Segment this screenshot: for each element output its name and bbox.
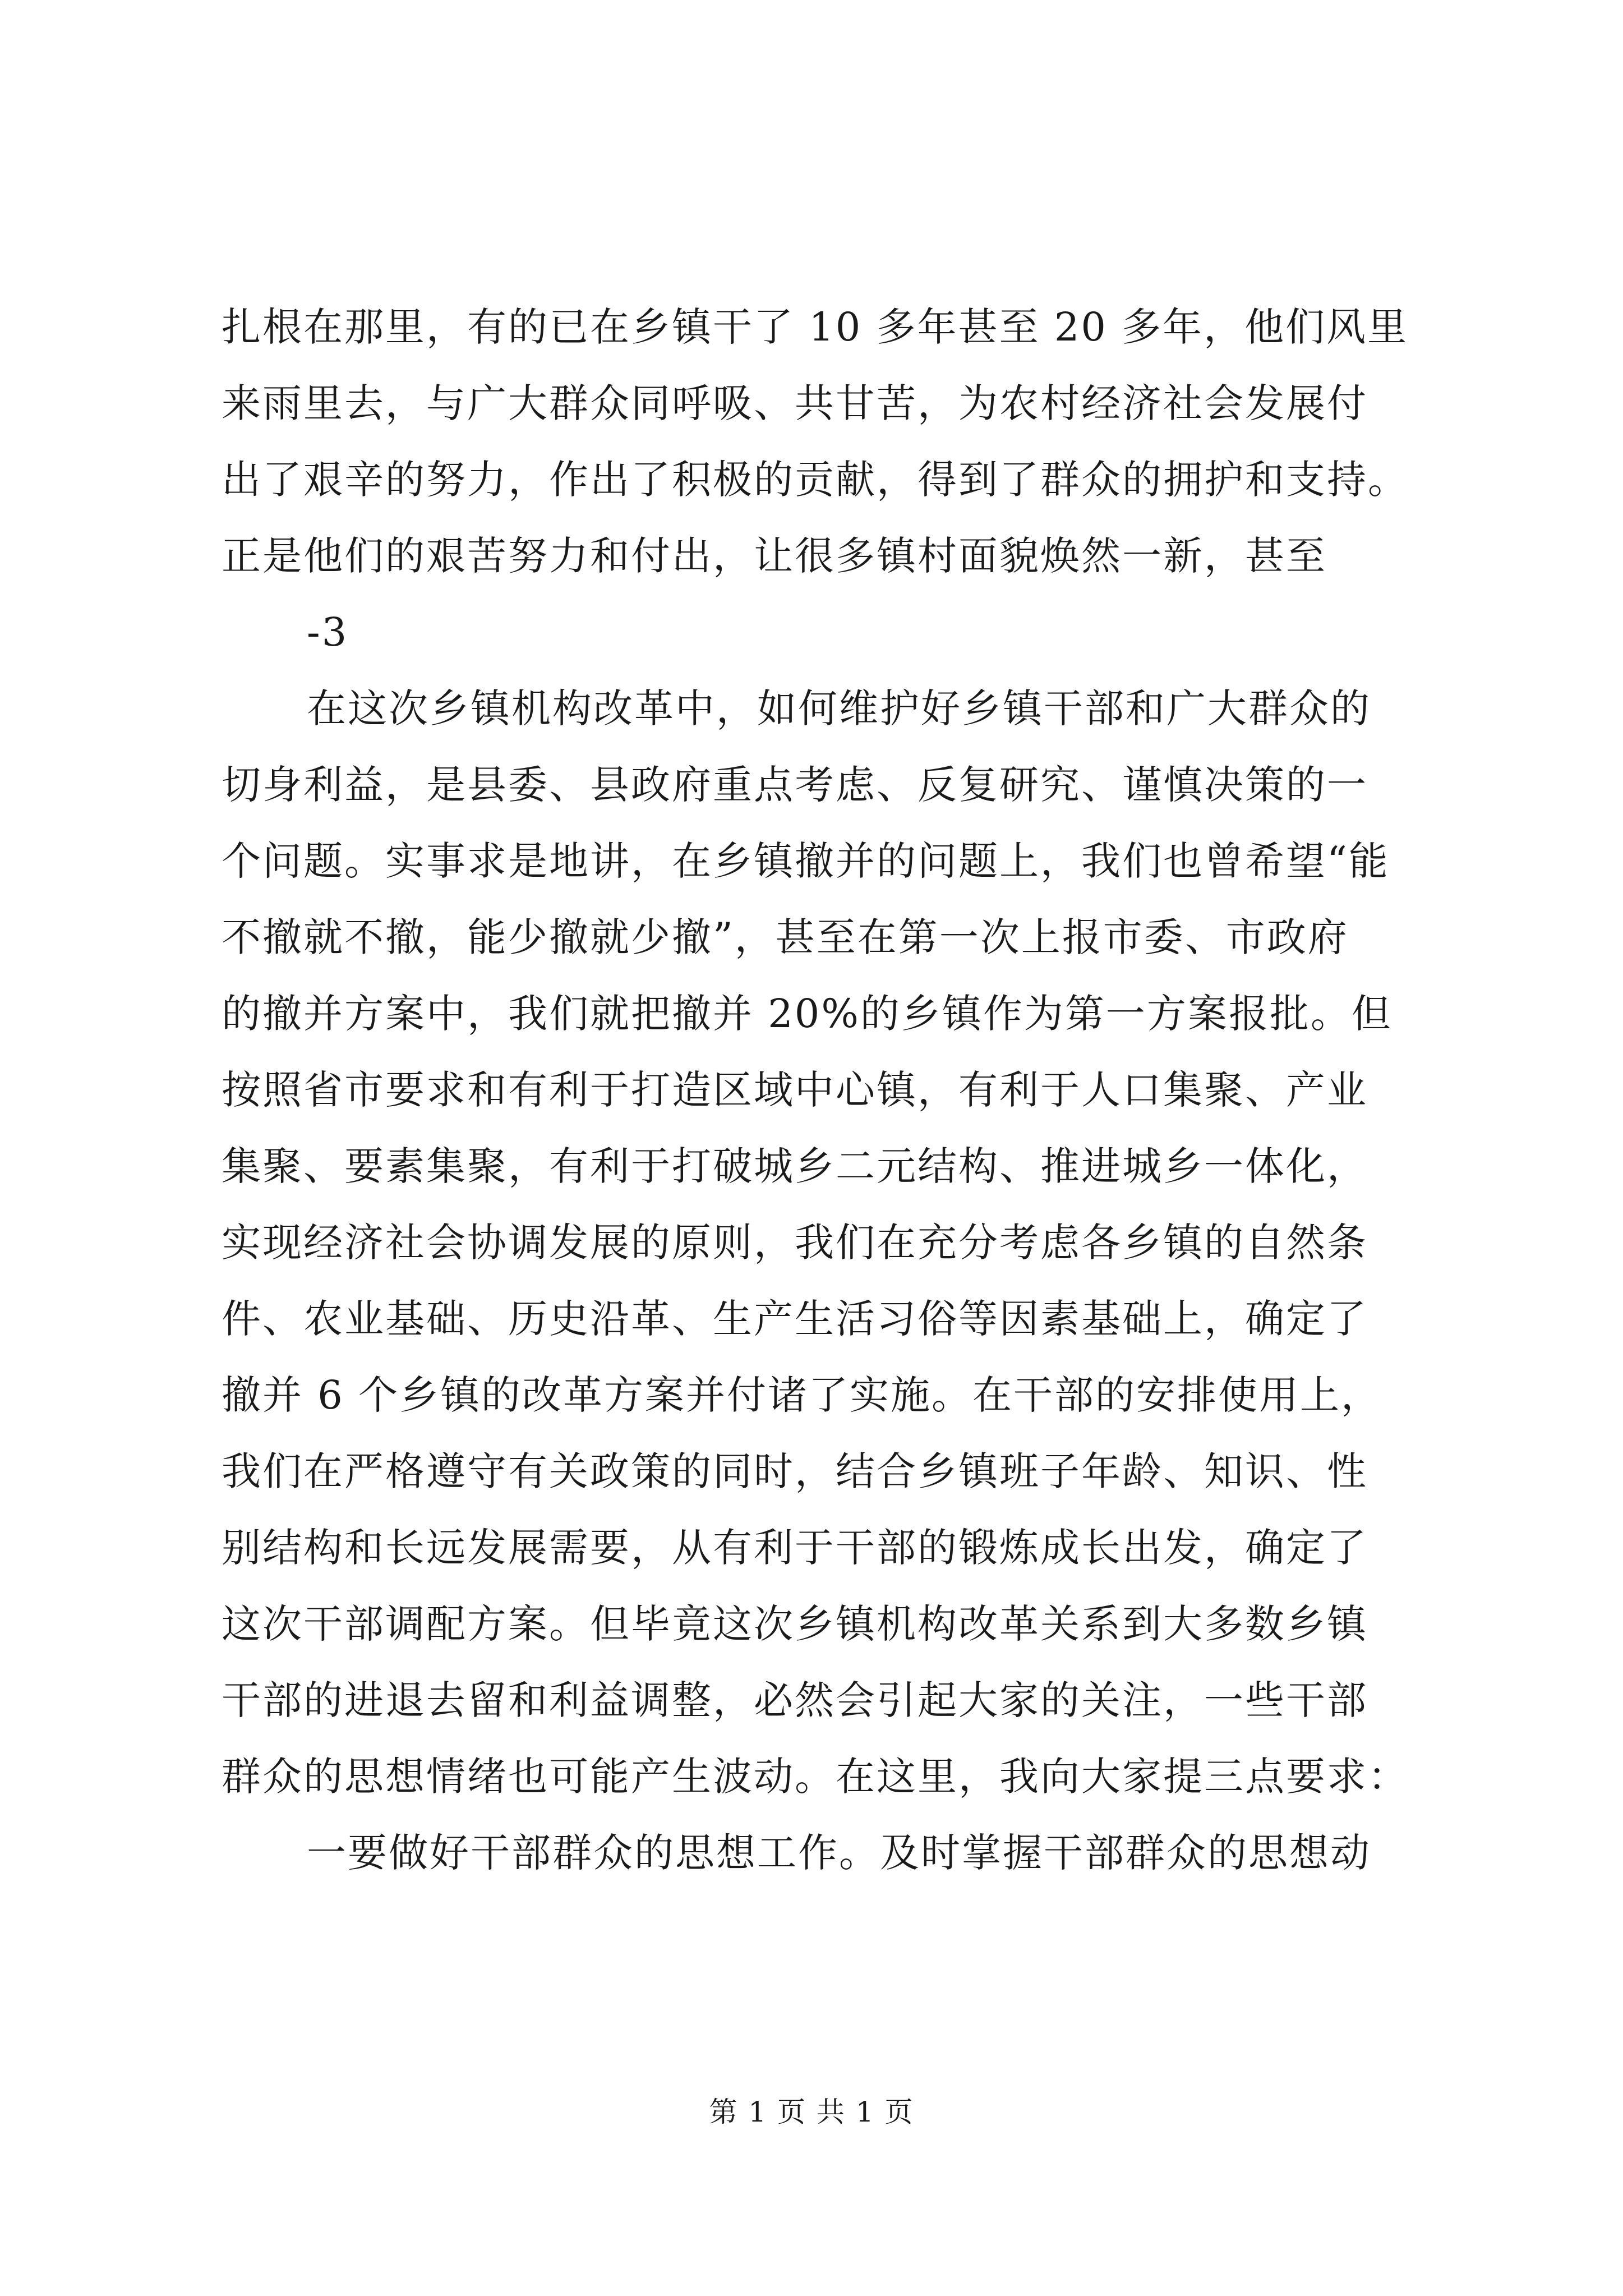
text-line: 按照省市要求和有利于打造区域中心镇，有利于人口集聚、产业	[222, 1067, 1368, 1113]
text-line: 我们在严格遵守有关政策的同时，结合乡镇班子年龄、知识、性	[222, 1448, 1368, 1494]
text-line: 不撤就不撤，能少撤就少撤”，甚至在第一次上报市委、市政府	[222, 914, 1349, 960]
text-line: 的撤并方案中，我们就把撤并 20%的乡镇作为第一方案报批。但	[222, 991, 1393, 1037]
text-line: 实现经济社会协调发展的原则，我们在充分考虑各乡镇的自然条	[222, 1220, 1368, 1266]
text-line: 集聚、要素集聚，有利于打破城乡二元结构、推进城乡一体化，	[222, 1143, 1368, 1189]
page-marker: -3	[307, 609, 349, 655]
text-line: 干部的进退去留和利益调整，必然会引起大家的关注，一些干部	[222, 1677, 1368, 1723]
text-line: 来雨里去，与广大群众同呼吸、共甘苦，为农村经济社会发展付	[222, 380, 1368, 426]
text-line: 切身利益，是县委、县政府重点考虑、反复研究、谨慎决策的一	[222, 762, 1368, 808]
text-line: 扎根在那里，有的已在乡镇干了 10 多年甚至 20 多年，他们风里	[222, 304, 1409, 350]
text-line: 个问题。实事求是地讲，在乡镇撤并的问题上，我们也曾希望“能	[222, 838, 1390, 884]
body-text	[222, 289, 1416, 1891]
paragraph-start-line: 在这次乡镇机构改革中，如何维护好乡镇干部和广大群众的	[307, 685, 1371, 731]
page-footer: 第 1 页 共 1 页	[709, 2096, 914, 2128]
text-line: 别结构和长远发展需要，从有利于干部的锻炼成长出发，确定了	[222, 1525, 1368, 1571]
text-line: 这次干部调配方案。但毕竟这次乡镇机构改革关系到大多数乡镇	[222, 1601, 1368, 1647]
text-line: 出了艰辛的努力，作出了积极的贡献，得到了群众的拥护和支持。	[222, 457, 1409, 503]
paragraph-start-line: 一要做好干部群众的思想工作。及时掌握干部群众的思想动	[307, 1830, 1371, 1876]
text-line: 撤并 6 个乡镇的改革方案并付诸了实施。在干部的安排使用上，	[222, 1372, 1382, 1418]
text-line: 群众的思想情绪也可能产生波动。在这里，我向大家提三点要求：	[222, 1754, 1409, 1800]
text-line: 件、农业基础、历史沿革、生产生活习俗等因素基础上，确定了	[222, 1296, 1368, 1342]
text-line: 正是他们的艰苦努力和付出，让很多镇村面貌焕然一新，甚至	[222, 533, 1327, 579]
